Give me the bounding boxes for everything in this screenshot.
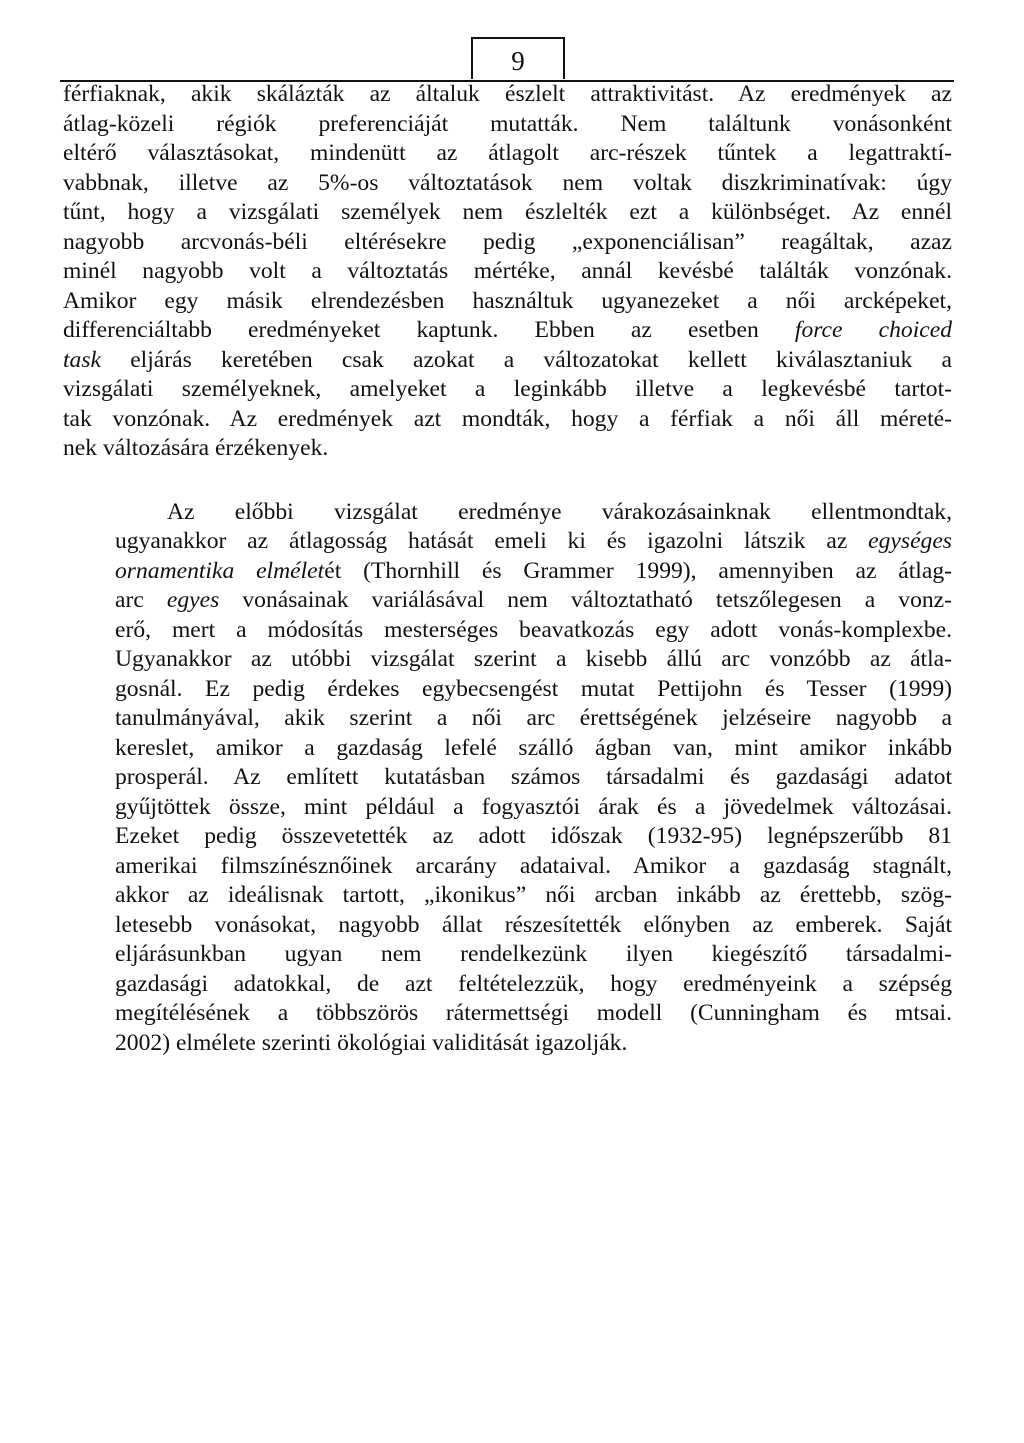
italic-term: egyes	[166, 587, 220, 613]
paragraph-2	[63, 498, 952, 1059]
text-run: Az előbbi vizsgálat eredménye várakozásainknak ellentmondtak,	[167, 498, 952, 525]
text-run: ét (Thornhill és Grammer 1999), amennyiben az átlag-	[324, 557, 952, 584]
text-run: 2002) elmélete szerinti ökológiai validitását igazolják.	[115, 1029, 628, 1056]
italic-term: ornamentika elmélet	[115, 557, 325, 584]
text-line	[63, 999, 952, 1029]
text-line	[63, 375, 952, 405]
text-line	[63, 405, 952, 435]
text-line	[63, 139, 952, 169]
text-run: tűnt, hogy a vizsgálati személyek nem észlelték ezt a különbséget. Az ennél	[63, 199, 952, 225]
text-line	[63, 287, 952, 317]
text-line	[63, 1029, 952, 1059]
text-run: tanulmányával, akik szerint a női arc érettségének jelzéseire nagyobb a	[115, 705, 952, 731]
text-line	[63, 257, 952, 287]
text-line	[63, 169, 952, 199]
text-line	[63, 316, 952, 346]
body-text	[63, 80, 952, 1058]
text-run: gazdasági adatokkal, de azt feltételezzük, hogy eredményeink a szépség	[115, 970, 952, 997]
text-line	[63, 911, 952, 941]
text-line	[63, 704, 952, 734]
text-line	[63, 645, 952, 675]
text-run: eljárásunkban ugyan nem rendelkezünk ilyen kiegészítő társadalmi-	[115, 941, 952, 967]
text-run: eltérő választásokat, mindenütt az átlagolt arc-részek tűntek a legattraktí-	[63, 140, 952, 166]
text-line	[63, 763, 952, 793]
text-run: férfiaknak, akik skálázták az általuk észlelt attraktivitást. Az eredmények az	[63, 81, 952, 107]
text-run: minél nagyobb volt a változtatás mértéke, annál kevésbé találták vonzónak.	[63, 258, 952, 284]
text-run: amerikai filmszínésznőinek arcarány adataival. Amikor a gazdaság stagnált,	[115, 852, 952, 879]
text-line	[63, 228, 952, 258]
text-run: tak vonzónak. Az eredmények azt mondták, hogy a férfiak a női áll méreté-	[63, 405, 952, 432]
text-run: erő, mert a módosítás mesterséges beavatkozás egy adott vonás-komplexbe.	[115, 616, 952, 643]
text-run: vizsgálati személyeknek, amelyeket a leginkább illetve a legkevésbé tartot-	[63, 376, 952, 402]
text-line	[63, 970, 952, 1000]
text-run: akkor az ideálisnak tartott, „ikonikus” női arcban inkább az érettebb, szög-	[115, 882, 952, 908]
text-line	[63, 198, 952, 228]
text-line	[63, 940, 952, 970]
text-run: prosperál. Az említett kutatásban számos társadalmi és gazdasági adatot	[115, 764, 952, 790]
text-line	[63, 616, 952, 646]
italic-term: egységes	[868, 528, 952, 554]
text-line	[63, 346, 952, 376]
text-line	[63, 822, 952, 852]
italic-term: task	[63, 346, 102, 373]
text-run: differenciáltabb eredményeket kaptunk. Ebben az esetben	[63, 317, 795, 343]
text-run: nagyobb arcvonás-béli eltérésekre pedig „exponenciálisan” reagáltak, azaz	[63, 228, 952, 255]
text-run: nek változására érzékenyek.	[63, 435, 329, 461]
text-run: gyűjtöttek össze, mint például a fogyasztói árak és a jövedelmek változásai.	[115, 793, 952, 820]
text-run: letesebb vonásokat, nagyobb állat részesítették előnyben az emberek. Saját	[115, 911, 952, 938]
text-line	[63, 80, 952, 110]
text-line	[63, 675, 952, 705]
text-run: arc	[115, 587, 167, 613]
text-run: átlag-közeli régiók preferenciáját mutatták. Nem találtunk vonásonként	[63, 110, 952, 137]
paragraph-1	[63, 80, 952, 464]
page-number: 9	[471, 37, 565, 79]
text-run: eljárás keretében csak azokat a változatokat kellett kiválasztaniuk a	[101, 346, 952, 373]
text-run: Ezeket pedig összevetették az adott időszak (1932-95) legnépszerűbb 81	[115, 823, 952, 849]
text-line	[63, 852, 952, 882]
text-run: vabbnak, illetve az 5%-os változtatások nem voltak diszkriminatívak: úgy	[63, 169, 952, 196]
text-run: Ugyanakkor az utóbbi vizsgálat szerint a kisebb állú arc vonzóbb az átla-	[115, 646, 952, 672]
text-line	[63, 793, 952, 823]
text-run: Amikor egy másik elrendezésben használtuk ugyanezeket a női arcképeket,	[63, 287, 952, 314]
text-line	[63, 527, 952, 557]
text-line	[63, 734, 952, 764]
italic-term: force choiced	[794, 317, 952, 343]
text-line	[63, 498, 952, 528]
text-run: kereslet, amikor a gazdaság lefelé szálló ágban van, mint amikor inkább	[115, 734, 952, 761]
text-line	[63, 557, 952, 587]
text-line	[63, 586, 952, 616]
text-run: megítélésének a többszörös rátermettségi modell (Cunningham és mtsai.	[115, 1000, 952, 1026]
text-line	[63, 881, 952, 911]
text-line	[63, 434, 952, 464]
text-run: ugyanakkor az átlagosság hatását emeli ki és igazolni látszik az	[115, 528, 869, 554]
text-run: vonásainak variálásával nem változtatható tetszőlegesen a vonz-	[219, 587, 952, 613]
text-run: gosnál. Ez pedig érdekes egybecsengést mutat Pettijohn és Tesser (1999)	[115, 675, 952, 702]
text-line	[63, 110, 952, 140]
